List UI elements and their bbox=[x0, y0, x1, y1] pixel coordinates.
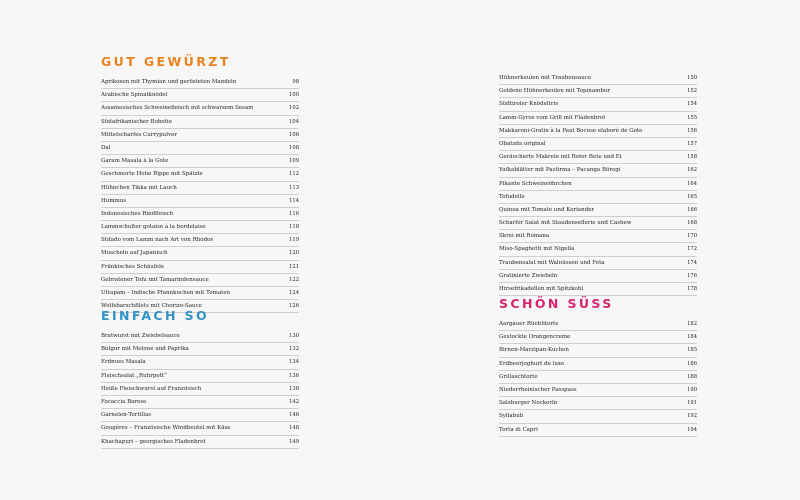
page-number: 157 bbox=[687, 140, 697, 147]
index-entry bbox=[101, 182, 299, 195]
page-number: 124 bbox=[289, 290, 299, 296]
recipe-title: Niederrheinischer Passpass bbox=[499, 386, 577, 393]
index-entry bbox=[101, 383, 299, 396]
recipe-title: Aargauer Rüeblitorte bbox=[499, 321, 559, 327]
recipe-title: Südtiroler Knödeltris bbox=[499, 101, 559, 108]
index-entry bbox=[499, 178, 697, 191]
recipe-title: Goldene Hühnerkeulen mit Topinambur bbox=[499, 88, 611, 95]
page-number: 112 bbox=[289, 171, 299, 178]
page-number: 102 bbox=[289, 105, 299, 112]
page-number: 142 bbox=[289, 398, 299, 405]
recipe-title: Dal bbox=[101, 144, 111, 151]
index-entry bbox=[101, 142, 299, 155]
recipe-title: Torta di Capri bbox=[499, 426, 538, 433]
recipe-title: Fränkisches Schäufele bbox=[101, 263, 165, 270]
index-entry bbox=[499, 138, 697, 151]
index-entry bbox=[499, 371, 697, 384]
page-number: 186 bbox=[687, 360, 697, 367]
recipe-title: Erdnuss Masala bbox=[101, 359, 146, 366]
page-number: 185 bbox=[687, 347, 697, 354]
index-entry bbox=[101, 129, 299, 142]
index-entry bbox=[101, 436, 299, 449]
page-number: 188 bbox=[687, 373, 697, 380]
index-entry bbox=[499, 257, 697, 270]
recipe-title: Hirsefrikadellen mit Spitzkohl bbox=[499, 286, 584, 292]
page-number: 192 bbox=[687, 413, 697, 420]
index-entry bbox=[499, 204, 697, 217]
recipe-title: Hühnchen Tikka mit Lauch bbox=[101, 184, 177, 191]
index-entry bbox=[101, 409, 299, 422]
page-number: 168 bbox=[687, 220, 697, 227]
recipe-title: Arabische Spinatknödel bbox=[101, 92, 168, 99]
index-entry bbox=[499, 191, 697, 204]
page-number: 104 bbox=[289, 118, 299, 125]
page-number: 190 bbox=[687, 386, 697, 393]
index-entry bbox=[499, 424, 697, 437]
recipe-title: Makkaroni-Gratin à la Paul Bocuse elaboré de Gote bbox=[499, 127, 643, 134]
recipe-title: Lamm-Gyros vom Grill mit Fladenbrot bbox=[499, 114, 606, 121]
index-entry bbox=[101, 247, 299, 260]
recipe-title: Khachapuri – georgisches Fladenbrot bbox=[101, 438, 206, 445]
section-heading: SCHÖN SÜSS bbox=[499, 296, 614, 311]
recipe-title: Tofudelle bbox=[499, 193, 525, 200]
recipe-title: Mittelscharfes Currypulver bbox=[101, 131, 177, 138]
recipe-title: Erdbeerjoghurt de luxe bbox=[499, 360, 565, 367]
page-number: 166 bbox=[687, 206, 697, 213]
recipe-title: Salzburger Nockerln bbox=[499, 400, 558, 407]
index-entry bbox=[101, 234, 299, 247]
page-number: 162 bbox=[687, 167, 697, 174]
page-number: 191 bbox=[687, 400, 697, 407]
page-number: 138 bbox=[289, 385, 299, 392]
recipe-title: Traubensalat mit Walnüssen und Feta bbox=[499, 259, 605, 266]
index-entry bbox=[499, 397, 697, 410]
section-heading: GUT GEWÜRZT bbox=[101, 54, 231, 69]
page-number: 113 bbox=[289, 184, 299, 191]
page-number: 134 bbox=[289, 359, 299, 366]
left-page-column bbox=[101, 54, 299, 445]
index-entry bbox=[499, 164, 697, 177]
right-page-column bbox=[499, 54, 697, 433]
section-einfach-so bbox=[101, 308, 299, 449]
recipe-title: Geschmorte Hohe Rippe mit Spätzle bbox=[101, 171, 203, 178]
page-number: 164 bbox=[687, 180, 697, 187]
index-entry bbox=[499, 85, 697, 98]
page-number: 158 bbox=[687, 154, 697, 161]
recipe-title: Aprikosen mit Thymian und gerösteten Mandeln bbox=[101, 79, 237, 85]
page-number: 165 bbox=[687, 193, 697, 200]
section-heading: EINFACH SO bbox=[101, 308, 210, 323]
index-entry bbox=[101, 330, 299, 343]
index-entry bbox=[101, 396, 299, 409]
page-number: 116 bbox=[289, 210, 299, 217]
index-entry bbox=[101, 102, 299, 115]
recipe-title: Lammschulter gotaise à la bordelaise bbox=[101, 224, 206, 231]
index-entry bbox=[499, 125, 697, 138]
recipe-title: Hühnerkeulen mit Traubensauce bbox=[499, 75, 592, 81]
recipe-title: Garnelen-Tortillas bbox=[101, 412, 152, 419]
index-entry bbox=[499, 318, 697, 331]
page-number: 172 bbox=[687, 246, 697, 253]
index-entry bbox=[101, 356, 299, 369]
page-number: 130 bbox=[289, 333, 299, 339]
recipe-title: Scharfer Salat mit Staudensellerie und Cashew bbox=[499, 220, 632, 227]
recipe-list bbox=[499, 72, 697, 296]
index-entry bbox=[499, 112, 697, 125]
recipe-list bbox=[101, 76, 299, 313]
page-number: 136 bbox=[289, 372, 299, 379]
page-number: 119 bbox=[289, 237, 299, 244]
recipe-title: Miso-Spaghetti mit Nigella bbox=[499, 246, 575, 253]
index-entry bbox=[499, 243, 697, 256]
index-entry bbox=[101, 370, 299, 383]
recipe-title: Hummus bbox=[101, 197, 127, 204]
page-number: 109 bbox=[289, 158, 299, 165]
page-number: 120 bbox=[289, 250, 299, 257]
recipe-title: Uttapam – Indische Pfannkuchen mit Tomaten bbox=[101, 290, 231, 296]
index-entry bbox=[499, 72, 697, 85]
page-number: 146 bbox=[289, 412, 299, 419]
index-entry bbox=[101, 155, 299, 168]
index-entry bbox=[499, 410, 697, 423]
recipe-title: Focaccia Barese bbox=[101, 398, 147, 405]
page-number: 184 bbox=[687, 334, 697, 341]
recipe-title: Gratinierte Zwiebeln bbox=[499, 272, 558, 279]
recipe-title: Geräucherte Makrele mit Roter Bete und Ei bbox=[499, 154, 622, 161]
page-number: 176 bbox=[687, 272, 697, 279]
section-schoen-suess bbox=[499, 296, 697, 437]
recipe-list bbox=[499, 318, 697, 437]
page-number: 98 bbox=[292, 79, 299, 85]
index-entry bbox=[101, 195, 299, 208]
index-entry bbox=[499, 98, 697, 111]
index-entry bbox=[101, 208, 299, 221]
page-number: 106 bbox=[289, 131, 299, 138]
recipe-title: Fleischsalat „Ruhrpott“ bbox=[101, 372, 167, 379]
index-entry bbox=[101, 89, 299, 102]
page-number: 156 bbox=[687, 127, 697, 134]
page-number: 152 bbox=[687, 88, 697, 95]
index-entry bbox=[101, 168, 299, 181]
index-entry bbox=[101, 221, 299, 234]
index-entry bbox=[499, 358, 697, 371]
section-gut-gewuerzt bbox=[101, 54, 299, 313]
index-entry bbox=[499, 217, 697, 230]
recipe-title: Indonesisches Rindfleisch bbox=[101, 210, 174, 217]
index-entry bbox=[499, 283, 697, 296]
recipe-title: Gougères – Französische Windbeutel mit Käse bbox=[101, 425, 231, 432]
recipe-title: Obatzda original bbox=[499, 140, 546, 147]
page-number: 121 bbox=[289, 263, 299, 270]
recipe-title: Gebratener Tofu mit Tamarindensauce bbox=[101, 276, 209, 283]
recipe-title: Birnen-Marzipan-Kuchen bbox=[499, 347, 569, 354]
page-number: 154 bbox=[687, 101, 697, 108]
page-number: 126 bbox=[289, 303, 299, 310]
page-number: 178 bbox=[687, 286, 697, 292]
index-entry bbox=[499, 230, 697, 243]
recipe-title: Quinoa mit Tomate und Koriander bbox=[499, 206, 595, 213]
index-entry bbox=[101, 116, 299, 129]
index-entry bbox=[499, 151, 697, 164]
index-entry bbox=[499, 331, 697, 344]
recipe-title: Bulgur mit Melone und Paprika bbox=[101, 346, 189, 353]
recipe-title: Assamesisches Schweinefleisch mit schwarzem Sesam bbox=[101, 105, 254, 112]
recipe-title: Grillaschtorte bbox=[499, 373, 538, 380]
page-number: 122 bbox=[289, 276, 299, 283]
index-entry bbox=[499, 270, 697, 283]
page-number: 174 bbox=[687, 259, 697, 266]
recipe-title: Wolfsbarschfilets mit Chorizo-Sauce bbox=[101, 303, 202, 310]
recipe-title: Heiße Fleischwurst auf Französisch bbox=[101, 385, 202, 392]
page-number: 132 bbox=[289, 346, 299, 353]
recipe-title: Skrei mit Romana bbox=[499, 233, 550, 240]
index-entry bbox=[101, 261, 299, 274]
page-number: 149 bbox=[289, 438, 299, 445]
recipe-list bbox=[101, 330, 299, 449]
page-number: 150 bbox=[687, 75, 697, 81]
recipe-title: Muscheln auf Japanisch bbox=[101, 250, 168, 257]
page-number: 182 bbox=[687, 321, 697, 327]
page-number: 170 bbox=[687, 233, 697, 240]
page-number: 148 bbox=[289, 425, 299, 432]
recipe-title: Syllabub bbox=[499, 413, 524, 420]
section-einfach-so-continued bbox=[499, 72, 697, 296]
page-number: 108 bbox=[289, 144, 299, 151]
index-entry bbox=[101, 274, 299, 287]
index-entry bbox=[499, 384, 697, 397]
recipe-title: Gestockte Orangencreme bbox=[499, 334, 571, 341]
index-entry bbox=[101, 287, 299, 300]
page-number: 155 bbox=[687, 114, 697, 121]
index-entry bbox=[101, 76, 299, 89]
recipe-title: Stifado vom Lamm nach Art von Rhodos bbox=[101, 237, 214, 244]
recipe-title: Pikante Schweineöhrchen bbox=[499, 180, 572, 187]
recipe-title: Südafrikanischer Bobotie bbox=[101, 118, 172, 125]
page-number: 194 bbox=[687, 426, 697, 433]
recipe-title: Yufkablätter mit Pastirma – Pacanga Böregi bbox=[499, 167, 621, 174]
page-number: 118 bbox=[289, 224, 299, 231]
page-number: 114 bbox=[289, 197, 299, 204]
index-entry bbox=[101, 422, 299, 435]
recipe-title: Bratwurst mit Zwiebelsauce bbox=[101, 333, 180, 339]
index-entry bbox=[499, 344, 697, 357]
page-number: 100 bbox=[289, 92, 299, 99]
recipe-title: Garam Masala à la Gote bbox=[101, 158, 169, 165]
index-entry bbox=[101, 343, 299, 356]
